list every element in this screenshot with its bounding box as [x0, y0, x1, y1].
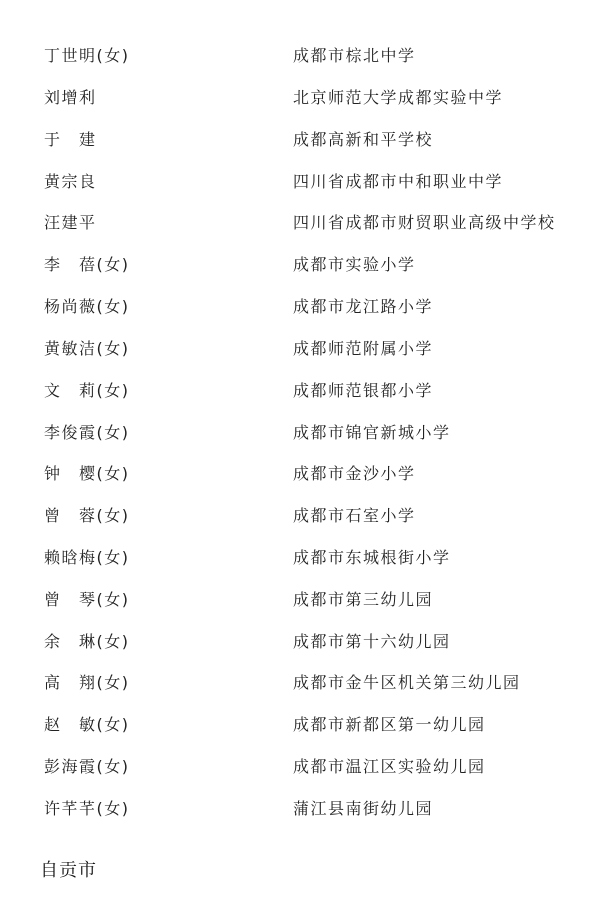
school-name: 成都市石室小学 [293, 506, 416, 525]
section-heading: 自贡市 [40, 860, 97, 881]
list-item [0, 585, 600, 615]
school-name: 成都市棕北中学 [293, 46, 416, 65]
list-item [0, 543, 600, 573]
school-name: 成都市锦官新城小学 [293, 423, 451, 442]
person-name: 黄敏洁(女) [44, 339, 130, 358]
person-name: 文 莉(女) [44, 381, 130, 400]
list-item [0, 167, 600, 197]
school-name: 成都市第十六幼儿园 [293, 632, 451, 651]
school-name: 北京师范大学成都实验中学 [293, 88, 504, 107]
school-name: 成都市龙江路小学 [293, 297, 434, 316]
person-name: 杨尚薇(女) [44, 297, 130, 316]
school-name: 成都市温江区实验幼儿园 [293, 757, 486, 776]
school-name: 成都市实验小学 [293, 255, 416, 274]
person-name: 李 蓓(女) [44, 255, 130, 274]
person-name: 钟 樱(女) [44, 464, 130, 483]
list-item [0, 710, 600, 740]
person-name: 于 建 [44, 130, 97, 149]
person-name: 赖晗梅(女) [44, 548, 130, 567]
school-name: 成都市新都区第一幼儿园 [293, 715, 486, 734]
person-name: 彭海霞(女) [44, 757, 130, 776]
person-name: 李俊霞(女) [44, 423, 130, 442]
school-name: 成都市东城根街小学 [293, 548, 451, 567]
list-item [0, 627, 600, 657]
person-name: 许芊芊(女) [44, 799, 130, 818]
school-name: 成都市金牛区机关第三幼儿园 [293, 673, 521, 692]
person-name: 汪建平 [44, 213, 97, 232]
school-name: 蒲江县南街幼儿园 [293, 799, 434, 818]
list-item [0, 250, 600, 280]
person-name: 高 翔(女) [44, 673, 130, 692]
person-name: 黄宗良 [44, 172, 97, 191]
list-item [0, 668, 600, 698]
school-name: 成都师范附属小学 [293, 339, 434, 358]
person-name: 赵 敏(女) [44, 715, 130, 734]
school-name: 四川省成都市中和职业中学 [293, 172, 504, 191]
school-name: 成都市金沙小学 [293, 464, 416, 483]
list-item [0, 794, 600, 824]
list-item [0, 501, 600, 531]
person-name: 曾 蓉(女) [44, 506, 130, 525]
person-name: 曾 琴(女) [44, 590, 130, 609]
school-name: 四川省成都市财贸职业高级中学校 [293, 213, 556, 232]
list-item [0, 459, 600, 489]
school-name: 成都高新和平学校 [293, 130, 434, 149]
school-name: 成都师范银都小学 [293, 381, 434, 400]
list-item [0, 292, 600, 322]
person-name: 余 琳(女) [44, 632, 130, 651]
person-name: 丁世明(女) [44, 46, 130, 65]
list-item [0, 334, 600, 364]
list-item [0, 125, 600, 155]
list-item [0, 418, 600, 448]
list-item [0, 376, 600, 406]
school-name: 成都市第三幼儿园 [293, 590, 434, 609]
list-item [0, 208, 600, 238]
list-item [0, 83, 600, 113]
list-item [0, 41, 600, 71]
person-name: 刘增利 [44, 88, 97, 107]
list-item [0, 752, 600, 782]
